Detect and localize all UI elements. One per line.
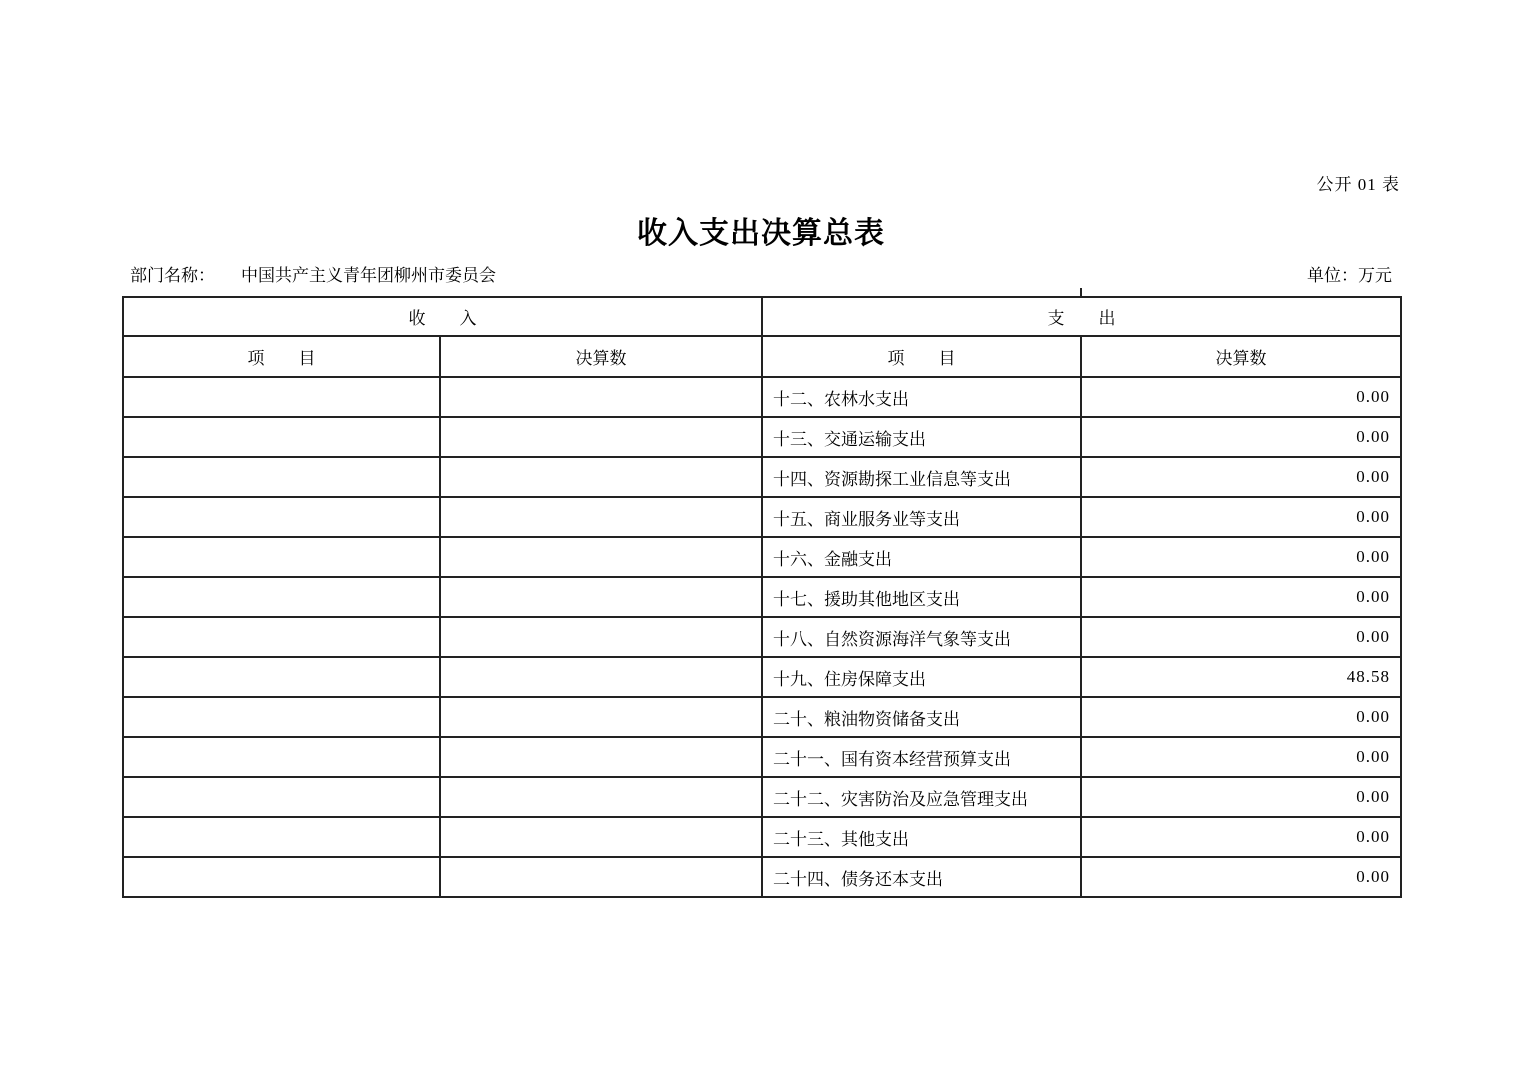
expenditure-item-cell: 十四、资源勘探工业信息等支出	[762, 457, 1081, 497]
expenditure-item-cell: 二十一、国有资本经营预算支出	[762, 737, 1081, 777]
income-amount-cell	[440, 697, 762, 737]
table-row	[123, 657, 1401, 697]
expenditure-amount-cell: 0.00	[1081, 537, 1401, 577]
income-item-cell	[123, 697, 440, 737]
unit-label: 单位：万元	[1307, 266, 1392, 285]
table-row	[123, 457, 1401, 497]
expenditure-item-cell: 二十、粮油物资储备支出	[762, 697, 1081, 737]
table-row	[123, 417, 1401, 457]
income-amount-cell	[440, 817, 762, 857]
income-amount-cell	[440, 857, 762, 897]
expenditure-amount-cell: 0.00	[1081, 417, 1401, 457]
income-amount-cell	[440, 777, 762, 817]
income-item-cell	[123, 737, 440, 777]
table-row	[123, 697, 1401, 737]
income-item-cell	[123, 377, 440, 417]
expenditure-amount-cell: 0.00	[1081, 817, 1401, 857]
table-row	[123, 777, 1401, 817]
income-item-cell	[123, 537, 440, 577]
expenditure-item-cell: 十九、住房保障支出	[762, 657, 1081, 697]
expenditure-amount-cell: 0.00	[1081, 697, 1401, 737]
expenditure-item-cell: 二十四、债务还本支出	[762, 857, 1081, 897]
income-item-cell	[123, 617, 440, 657]
doc-number-label: 公开 01 表	[1316, 175, 1400, 194]
income-amount-cell	[440, 617, 762, 657]
expenditure-item-cell: 十三、交通运输支出	[762, 417, 1081, 457]
expenditure-section-header: 支 出	[762, 297, 1401, 336]
income-amount-cell	[440, 737, 762, 777]
income-item-cell	[123, 577, 440, 617]
expenditure-item-column-header: 项 目	[762, 336, 1081, 377]
income-item-cell	[123, 657, 440, 697]
expenditure-item-cell: 十二、农林水支出	[762, 377, 1081, 417]
table-row	[123, 737, 1401, 777]
income-item-cell	[123, 417, 440, 457]
income-item-cell	[123, 857, 440, 897]
table-row	[123, 377, 1401, 417]
income-amount-cell	[440, 377, 762, 417]
department-label: 部门名称：	[130, 266, 215, 285]
expenditure-amount-cell: 0.00	[1081, 377, 1401, 417]
income-item-cell	[123, 817, 440, 857]
income-amount-cell	[440, 457, 762, 497]
income-amount-column-header: 决算数	[440, 336, 762, 377]
expenditure-amount-cell: 0.00	[1081, 777, 1401, 817]
income-amount-cell	[440, 537, 762, 577]
income-item-column-header: 项 目	[123, 336, 440, 377]
department-line	[122, 261, 496, 286]
expenditure-item-cell: 十六、金融支出	[762, 537, 1081, 577]
meta-row	[122, 261, 1400, 286]
expenditure-amount-cell: 0.00	[1081, 617, 1401, 657]
table-body	[123, 377, 1401, 897]
table-border-notch	[1080, 288, 1082, 297]
table-row	[123, 497, 1401, 537]
income-amount-cell	[440, 497, 762, 537]
section-header-row	[123, 297, 1401, 336]
income-amount-cell	[440, 417, 762, 457]
income-item-cell	[123, 777, 440, 817]
expenditure-amount-cell: 0.00	[1081, 497, 1401, 537]
table-row	[123, 617, 1401, 657]
expenditure-item-cell: 十七、援助其他地区支出	[762, 577, 1081, 617]
expenditure-amount-cell: 0.00	[1081, 457, 1401, 497]
expenditure-item-cell: 十八、自然资源海洋气象等支出	[762, 617, 1081, 657]
income-section-header: 收 入	[123, 297, 762, 336]
department-name: 中国共产主义青年团柳州市委员会	[241, 266, 496, 285]
expenditure-amount-cell: 48.58	[1081, 657, 1401, 697]
expenditure-amount-cell: 0.00	[1081, 737, 1401, 777]
income-amount-cell	[440, 577, 762, 617]
page-title: 收入支出决算总表	[637, 217, 885, 250]
table-row	[123, 537, 1401, 577]
expenditure-item-cell: 二十三、其他支出	[762, 817, 1081, 857]
expenditure-item-cell: 二十二、灾害防治及应急管理支出	[762, 777, 1081, 817]
table-row	[123, 857, 1401, 897]
table-row	[123, 817, 1401, 857]
income-item-cell	[123, 457, 440, 497]
expenditure-amount-column-header: 决算数	[1081, 336, 1401, 377]
expenditure-amount-cell: 0.00	[1081, 577, 1401, 617]
table-row	[123, 577, 1401, 617]
income-item-cell	[123, 497, 440, 537]
expenditure-item-cell: 十五、商业服务业等支出	[762, 497, 1081, 537]
budget-summary-table	[122, 296, 1402, 898]
expenditure-amount-cell: 0.00	[1081, 857, 1401, 897]
column-header-row	[123, 336, 1401, 377]
income-amount-cell	[440, 657, 762, 697]
